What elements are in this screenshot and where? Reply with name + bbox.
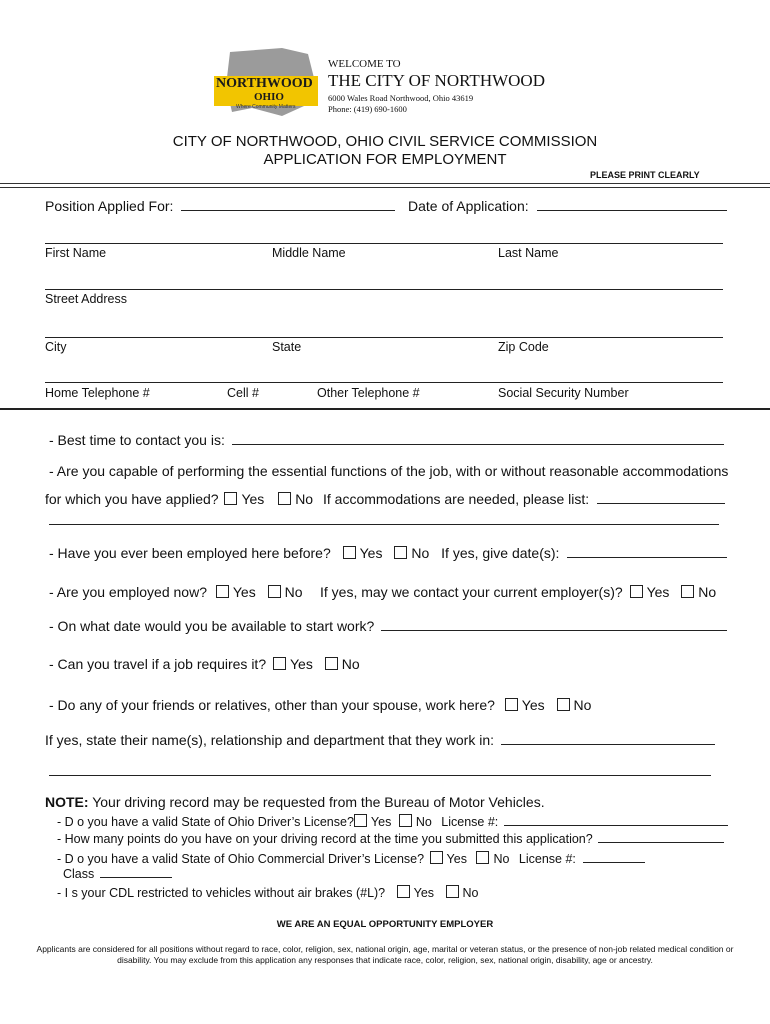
cdl-yes-checkbox[interactable] — [430, 851, 443, 864]
travel-yes-checkbox[interactable] — [273, 657, 286, 670]
yes-label: Yes — [241, 491, 265, 507]
accom-label: If accommodations are needed, please list: — [322, 491, 590, 507]
cdl-restricted-label: - I s your CDL restricted to vehicles without air brakes (#L)? — [57, 886, 386, 900]
name-line[interactable] — [45, 243, 723, 244]
cdl-class-label: Class — [63, 867, 95, 881]
cdl-class-input[interactable] — [100, 865, 172, 878]
employed-now-yes-checkbox[interactable] — [216, 585, 229, 598]
first-name-label: First Name — [45, 246, 107, 260]
employed-before-label: - Have you ever been employed here before? — [49, 545, 331, 561]
cdl-row — [57, 850, 645, 866]
yes-label: Yes — [646, 584, 670, 600]
license-yes-checkbox[interactable] — [354, 814, 367, 827]
points-row — [57, 830, 724, 846]
license-number-input[interactable] — [504, 813, 728, 826]
start-date-label: - On what date would you be available to start work? — [49, 618, 375, 634]
cdl-class-row — [63, 865, 172, 881]
no-label: No — [573, 697, 592, 713]
city-line[interactable] — [45, 337, 723, 338]
start-date-input[interactable] — [381, 617, 727, 631]
last-name-label: Last Name — [498, 246, 559, 260]
state-label: State — [272, 340, 302, 354]
yes-label: Yes — [446, 852, 467, 866]
relatives-no-checkbox[interactable] — [557, 698, 570, 711]
cdl-restricted-yes-checkbox[interactable] — [397, 885, 410, 898]
street-line[interactable] — [45, 289, 723, 290]
travel-label: - Can you travel if a job requires it? — [49, 656, 267, 672]
capable-label: for which you have applied? — [45, 491, 219, 507]
print-clearly-note: PLEASE PRINT CLEARLY — [590, 170, 700, 180]
cdl-license-number-input[interactable] — [583, 850, 645, 863]
position-input[interactable] — [181, 197, 395, 211]
no-label: No — [341, 656, 360, 672]
employed-before-row — [49, 544, 727, 561]
zip-label: Zip Code — [498, 340, 549, 354]
capable-row — [45, 490, 725, 507]
yes-label: Yes — [521, 697, 545, 713]
travel-no-checkbox[interactable] — [325, 657, 338, 670]
cell-label: Cell # — [227, 386, 259, 400]
section-rule — [0, 408, 770, 410]
city-label: City — [45, 340, 67, 354]
street-label: Street Address — [45, 292, 127, 306]
license-number-label: License #: — [441, 815, 499, 829]
date-input[interactable] — [537, 197, 727, 211]
employed-now-row — [49, 584, 303, 600]
no-label: No — [698, 584, 717, 600]
contact-employer-label: If yes, may we contact your current employer(s)? — [320, 584, 623, 600]
no-label: No — [295, 491, 314, 507]
header-rule — [0, 183, 770, 188]
points-input[interactable] — [598, 830, 724, 843]
relatives-names-row — [45, 731, 715, 748]
cdl-no-checkbox[interactable] — [476, 851, 489, 864]
city-phone: Phone: (419) 690-1600 — [328, 104, 407, 114]
date-field[interactable] — [408, 197, 727, 214]
yes-label: Yes — [290, 656, 313, 672]
other-phone-label: Other Telephone # — [317, 386, 420, 400]
capable-yes-checkbox[interactable] — [224, 492, 237, 505]
best-time-row — [49, 431, 724, 448]
relatives-names-input[interactable] — [501, 731, 715, 745]
cdl-label: - D o you have a valid State of Ohio Commercial Driver’s License? — [57, 852, 425, 866]
relatives-yes-checkbox[interactable] — [505, 698, 518, 711]
yes-label: Yes — [370, 815, 392, 829]
no-label: No — [493, 852, 510, 866]
accom-extra-line[interactable] — [49, 524, 719, 525]
capable-no-checkbox[interactable] — [278, 492, 291, 505]
position-field[interactable] — [45, 197, 395, 214]
footer-line1: Applicants are considered for all positions without regard to race, color, religion, sex, national origin, age, marital or veteran status, or the presence of non-job related medical condition or — [36, 944, 734, 954]
relatives-label: - Do any of your friends or relatives, other than your spouse, work here? — [49, 697, 495, 713]
employed-before-yes-checkbox[interactable] — [343, 546, 356, 559]
capable-line1: - Are you capable of performing the essential functions of the job, with or without reasonable accommodations — [49, 463, 729, 479]
yes-label: Yes — [413, 886, 435, 900]
points-label: - How many points do you have on your driving record at the time you submitted this application? — [57, 832, 593, 846]
best-time-input[interactable] — [232, 431, 724, 445]
contact-yes-checkbox[interactable] — [630, 585, 643, 598]
best-time-label: - Best time to contact you is: — [49, 432, 225, 448]
relatives-extra-line[interactable] — [49, 775, 711, 776]
employed-now-label: - Are you employed now? — [49, 584, 207, 600]
note-text: Your driving record may be requested from the Bureau of Motor Vehicles. — [88, 794, 545, 810]
home-phone-label: Home Telephone # — [45, 386, 150, 400]
form-title-line2: APPLICATION FOR EMPLOYMENT — [263, 151, 507, 168]
date-label: Date of Application: — [408, 198, 529, 214]
employed-now-no-checkbox[interactable] — [268, 585, 281, 598]
relatives-names-label: If yes, state their name(s), relationship and department that they work in: — [45, 732, 494, 748]
contact-no-checkbox[interactable] — [681, 585, 694, 598]
cdl-license-number-label: License #: — [518, 852, 576, 866]
yes-label: Yes — [232, 584, 256, 600]
contact-employer-row — [320, 584, 716, 600]
form-title-line1: CITY OF NORTHWOOD, OHIO CIVIL SERVICE COMMISSION — [172, 133, 598, 150]
yes-label: Yes — [359, 545, 383, 561]
license-no-checkbox[interactable] — [399, 814, 412, 827]
logo-text-bottom: OHIO — [254, 91, 284, 103]
no-label: No — [415, 815, 432, 829]
no-label: No — [462, 886, 479, 900]
position-label: Position Applied For: — [45, 198, 174, 214]
middle-name-label: Middle Name — [272, 246, 346, 260]
travel-row — [49, 656, 360, 672]
cdl-restricted-row — [57, 885, 479, 900]
dates-input[interactable] — [567, 544, 727, 558]
city-address: 6000 Wales Road Northwood, Ohio 43619 — [328, 93, 474, 103]
eeo-statement: WE ARE AN EQUAL OPPORTUNITY EMPLOYER — [276, 919, 494, 930]
ohio-license-label: - D o you have a valid State of Ohio Driver’s License? — [57, 815, 354, 829]
ssn-label: Social Security Number — [498, 386, 629, 400]
employed-before-no-checkbox[interactable] — [394, 546, 407, 559]
relatives-row — [49, 697, 591, 713]
city-name: THE CITY OF NORTHWOOD — [328, 71, 545, 90]
accom-input[interactable] — [597, 490, 725, 504]
note-label: NOTE: — [45, 794, 89, 810]
driving-note — [45, 794, 545, 810]
no-label: No — [411, 545, 430, 561]
footer-line2: disability. You may exclude from this application any responses that indicate race, color, religion, sex, national origin, disability, age or ancestry. — [117, 955, 653, 965]
cdl-restricted-no-checkbox[interactable] — [446, 885, 459, 898]
logo-text-top: NORTHWOOD — [216, 76, 313, 91]
welcome-text: WELCOME TO — [328, 58, 401, 70]
give-dates-label: If yes, give date(s): — [441, 545, 560, 561]
start-date-row — [49, 617, 727, 634]
no-label: No — [284, 584, 303, 600]
ohio-license-row — [57, 813, 728, 829]
logo-tagline: Where Community Matters — [236, 104, 296, 110]
phone-line[interactable] — [45, 382, 723, 383]
